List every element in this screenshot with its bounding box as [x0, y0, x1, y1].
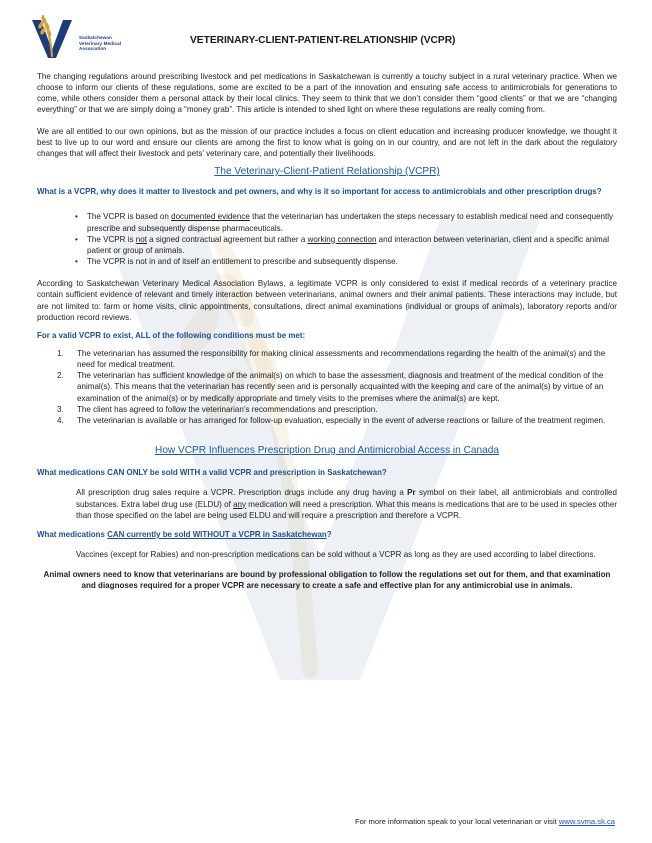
document-title: VETERINARY-CLIENT-PATIENT-RELATIONSHIP (VCPR): [190, 35, 456, 46]
underlined-text: CAN currently be sold WITHOUT a VCPR in Saskatchewan: [107, 529, 327, 539]
logo-line: Saskatchewan: [79, 35, 112, 40]
underlined-text: working connection: [307, 234, 377, 244]
question-vcpr-required: What medications CAN ONLY be sold WITH a valid VCPR and prescription in Saskatchewan?: [37, 468, 387, 478]
list-item: 4. The veterinarian is available or has arranged for follow-up evaluation, especially in the event of adverse reactions or failure of the treatment regimen.: [57, 415, 606, 425]
underlined-text: any: [233, 499, 247, 509]
underlined-text: documented evidence: [171, 212, 250, 222]
logo-line: Association: [79, 46, 107, 52]
closing-statement: Animal owners need to know that veterinarians are bound by professional obligation to follow the regulations set out for them, and that examination and diagnoses required for a proper VCPR are necessary to create a safe and effective plan for any antimicrobial use in animals.: [43, 570, 611, 591]
footer-text: For more information speak to your local veterinarian or visit: [355, 817, 559, 826]
pr-symbol-text: Pr: [407, 488, 416, 498]
list-item: • The VCPR is not a signed contractual agreement but rather a working connection and interaction between veterinarian, client and a specific animal patient or group of animals.: [75, 234, 617, 256]
list-item: 2. The veterinarian has sufficient knowledge of the animal(s) on which to base the assessment, diagnosis and treatment of the medical condition of the animal(s). This means that the veterinarian has recently seen and is personally acquainted with the keeping and care of the animal(s) by virtue of an examination of the animal(s) or by medically appropriate and timely visits to the premises where the animal(s) are kept.: [57, 371, 604, 403]
list-item: 3. The client has agreed to follow the veterinarian’s recommendations and prescription.: [57, 404, 378, 414]
document-body: [37, 71, 617, 592]
question-no-vcpr: What medications CAN currently be sold WITHOUT a VCPR in Saskatchewan?: [37, 529, 332, 539]
intro-paragraph-2: We are all entitled to our own opinions, but as the mission of our practice includes a focus on client education and increasing producer knowledge, we thought it best to live up to our word and ensure our clients are among the first to know what is going on in our country, and are not left in the dark about the regulatory changes that will affect their livestock and pets’ veterinary care, and potentially their livelihoods.: [37, 126, 617, 158]
conditions-heading: For a valid VCPR to exist, ALL of the following conditions must be met:: [37, 330, 306, 340]
logo-line: Veterinary Medical: [79, 40, 122, 46]
svma-logo-mark: [30, 12, 76, 60]
svma-website-link[interactable]: www.svma.sk.ca: [558, 817, 615, 826]
answer-no-vcpr: Vaccines (except for Rabies) and non-prescription medications can be sold without a VCPR as long as they are used according to label directions.: [76, 550, 596, 559]
section-heading-prescription-access: How VCPR Influences Prescription Drug and Antimicrobial Access in Canada: [155, 445, 499, 457]
underlined-text: not: [135, 234, 147, 244]
answer-vcpr-required: All prescription drug sales require a VCPR. Prescription drugs include any drug having a Pr symbol on their label, all antimicrobials and controlled substances. Extra label drug use (ELDU) of any medication will need a prescription. What this means is medications that are to be used in species other than those specified on the label are being used ELDU and will require a prescription and therefore a VCPR.: [76, 488, 617, 520]
list-item: 1. The veterinarian has assumed the responsibility for making clinical assessments and recommendations regarding the health of the animal(s) and the need for medical treatment.: [57, 348, 606, 370]
svma-logo: [30, 12, 150, 60]
vcpr-bullet-list: [37, 211, 617, 267]
intro-paragraph-1: The changing regulations around prescribing livestock and pet medications in Saskatchewan is currently a touchy subject in a rural veterinary practice. When we choose to inform our clients of these regulations, some are excited to be a part of the innovation and ensuring safe access to antimicrobials for generations to come, while others consider them a personal attack by their local clinics. They seem to think that we don’t consider them “good clients” or that we are “changing everything” or that we are simply doing a “money grab”. This article is intended to shed light on where these regulations are really coming from.: [37, 72, 617, 115]
question-what-is-vcpr: What is a VCPR, why does it matter to livestock and pet owners, and why is it so important for access to antimicrobials and other prescription drugs?: [37, 187, 602, 197]
list-item: • The VCPR is not in and of itself an entitlement to prescribe and subsequently dispense.: [75, 256, 617, 267]
footer: [355, 817, 615, 826]
list-item: • The VCPR is based on documented evidence that the veterinarian has undertaken the steps necessary to establish medical need and consequently prescribe and subsequently dispense pharmaceuticals.: [75, 211, 617, 233]
section-heading-vcpr: The Veterinary-Client-Patient Relationship (VCPR): [214, 166, 440, 178]
bylaw-paragraph: According to Saskatchewan Veterinary Medical Association Bylaws, a legitimate VCPR is only considered to exist if medical records of a veterinary practice contain sufficient evidence of relevant and timely interaction between veterinarians, animal owners and their animal patients. These interactions may include, but are not limited to: farm or home visits, clinic appointments, consultations, direct animal examinations (individual or groups of animals), laboratory reports and/or production record reviews.: [37, 279, 617, 322]
conditions-list: [37, 348, 617, 426]
svma-logo-text: [79, 35, 121, 52]
